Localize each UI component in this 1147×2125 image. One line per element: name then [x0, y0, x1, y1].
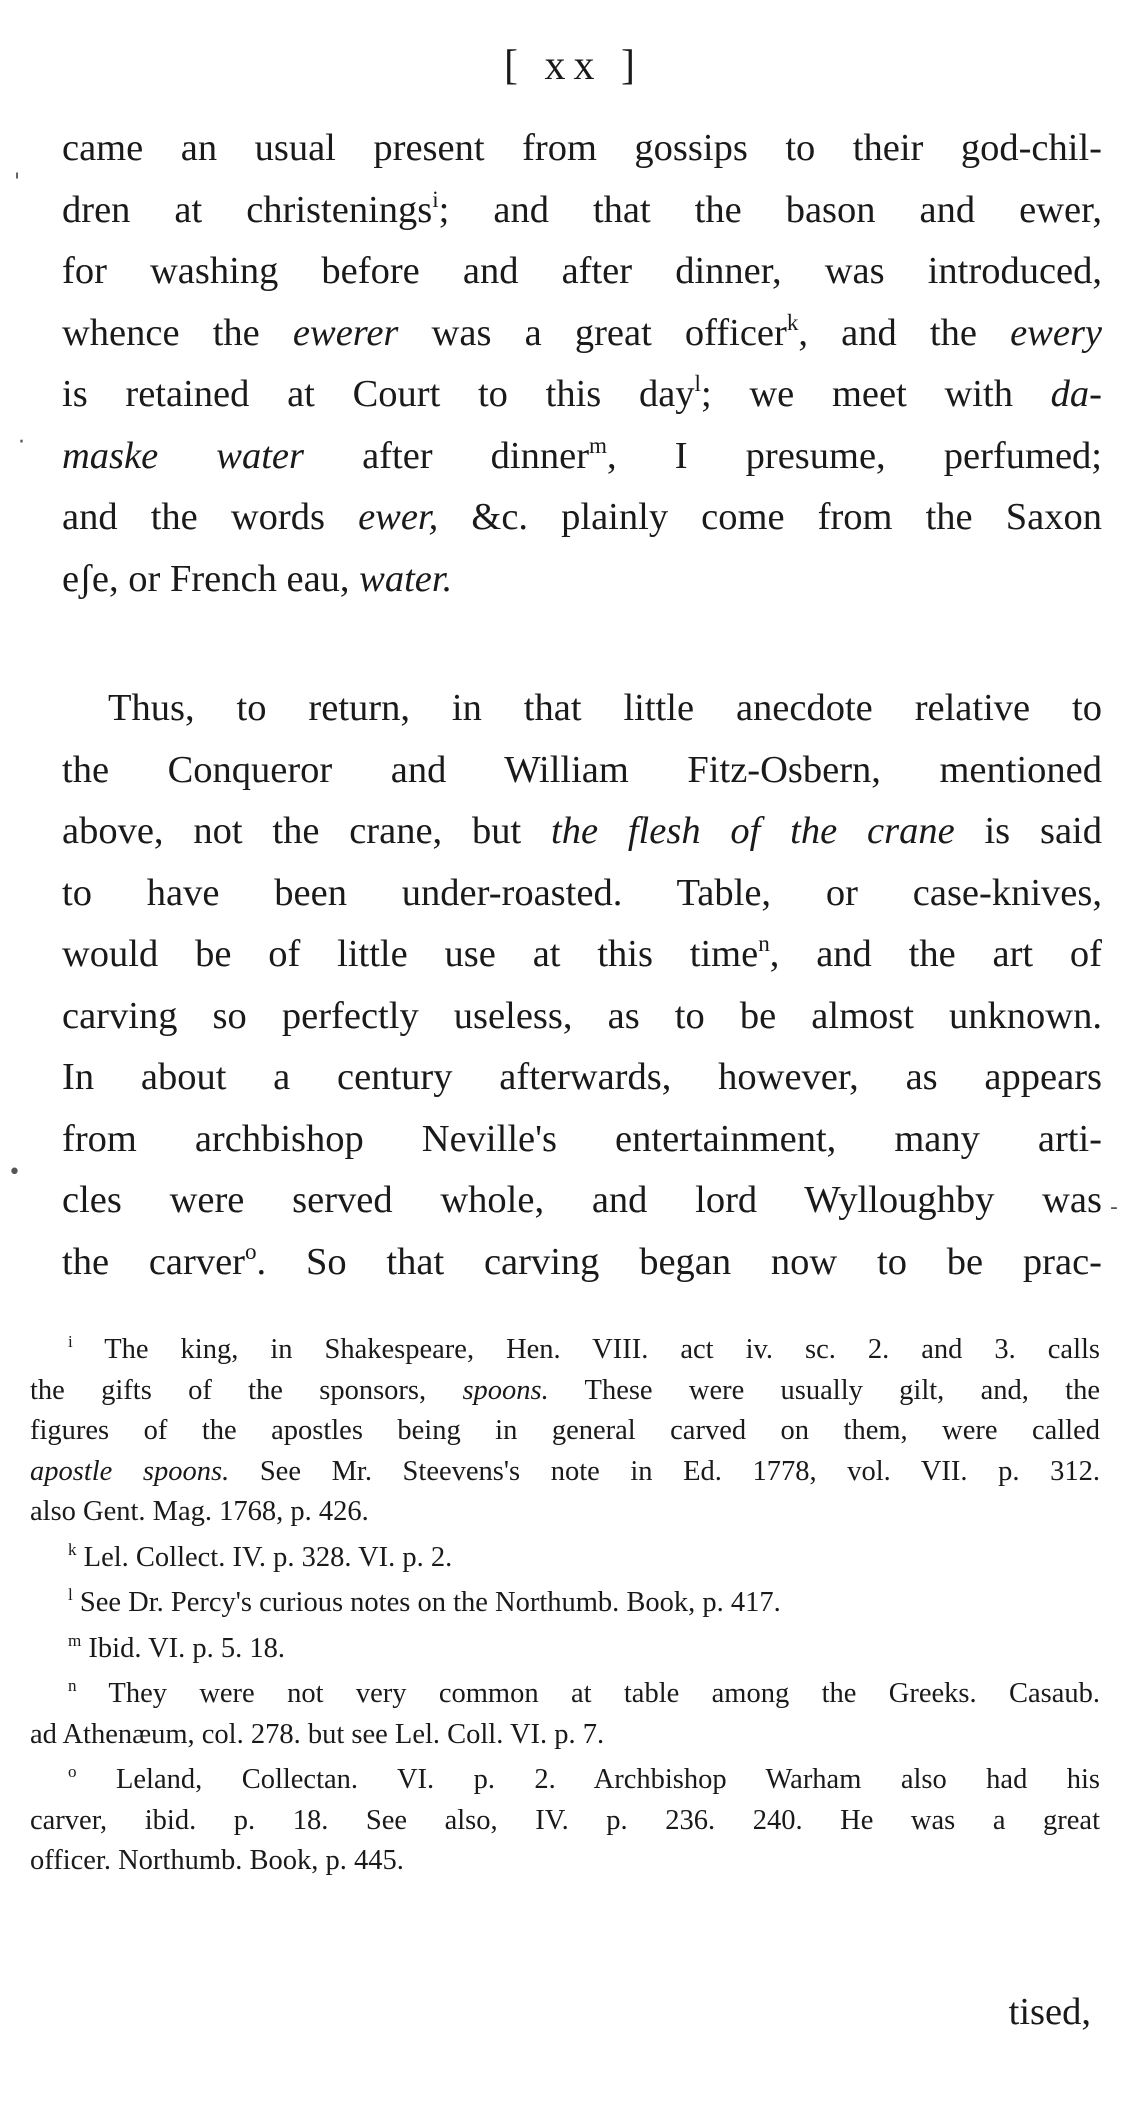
paragraph-1: [62, 118, 1102, 610]
footnote-mark: n: [758, 930, 770, 956]
text-line: and the words ewer, &c. plainly come from the Saxon: [62, 496, 1102, 538]
scan-speck: -: [1110, 1195, 1118, 1220]
footnote-mark: l: [68, 1584, 73, 1604]
text-line: In about a century afterwards, however, as appears: [62, 1056, 1102, 1098]
scan-speck: ·: [18, 430, 25, 455]
footnote-i: [30, 1330, 1100, 1533]
footnote-l: [30, 1583, 1100, 1624]
page-number-header: [ xx ]: [504, 43, 643, 89]
text-line: $^n$ They were not very common at table among the Greeks. Casaub.: [68, 1675, 1100, 1709]
italic-term: maske water: [62, 434, 304, 477]
text-line: above, not the crane, but the flesh of the crane is said: [62, 810, 1102, 852]
text-line: cles were served whole, and lord Wylloughby was: [62, 1179, 1102, 1221]
text-line: for washing before and after dinner, was introduced,: [62, 250, 1102, 292]
italic-phrase: the flesh of the crane: [551, 810, 955, 852]
text-line: came an usual present from gossips to their god-chil-: [62, 127, 1102, 169]
text-line: officer. Northumb. Book, p. 445.: [30, 1845, 404, 1876]
footnote-mark: n: [68, 1675, 77, 1695]
footnote-mark: k: [68, 1539, 77, 1559]
footnote-m: [30, 1629, 1100, 1670]
text-line: $^k$ Lel. Collect. IV. p. 328. VI. p. 2.: [68, 1539, 453, 1573]
footnote-mark: i: [432, 185, 439, 212]
italic-term: ewery: [1010, 311, 1103, 354]
text-line: figures of the apostles being in general carved on them, were called: [30, 1415, 1100, 1446]
paragraph-2: [62, 678, 1102, 1293]
text-line: apostle spoons. See Mr. Steevens's note in Ed. 1778, vol. VII. p. 312.: [30, 1455, 1100, 1487]
text-line: carving so perfectly useless, as to be almost unknown.: [62, 994, 1102, 1037]
footnote-mark: k: [786, 308, 799, 335]
footnote-mark: m: [589, 431, 608, 458]
text-line: $^o$ Leland, Collectan. VI. p. 2. Archbishop Warham also had his: [68, 1761, 1101, 1795]
text-line: from archbishop Neville's entertainment, many arti-: [62, 1117, 1102, 1160]
text-line: maske water after dinner$^m$, I presume, perfumed;: [62, 431, 1102, 477]
footnote-mark: o: [68, 1761, 77, 1781]
footnote-mark: i: [68, 1331, 73, 1351]
text-line: eʃe, or French eau, water.: [62, 557, 453, 600]
footnote-o: [30, 1760, 1100, 1882]
text-line: to have been under-roasted. Table, or case-knives,: [62, 871, 1102, 914]
scan-speck: ': [14, 170, 21, 195]
footnote-mark: m: [68, 1630, 82, 1650]
italic-term: da-: [1050, 373, 1102, 415]
text-line: ad Athenæum, col. 278. but see Lel. Coll. VI. p. 7.: [30, 1718, 605, 1750]
text-line: carver, ibid. p. 18. See also, IV. p. 236. 240. He was a great: [30, 1804, 1100, 1836]
text-line: the carver$^o$. So that carving began now to be prac-: [62, 1237, 1102, 1283]
text-line: $^l$ See Dr. Percy's curious notes on the Northumb. Book, p. 417.: [68, 1584, 781, 1618]
text-line: would be of little use at this time$^n$, and the art of: [62, 930, 1102, 975]
footnote-mark: o: [245, 1237, 257, 1264]
text-line: the Conqueror and William Fitz-Osbern, mentioned: [62, 748, 1102, 791]
footnotes: [30, 1330, 1100, 1887]
italic-term: water.: [359, 557, 453, 600]
text-line: also Gent. Mag. 1768, p. 426.: [30, 1496, 369, 1527]
catchword: tised,: [1008, 1991, 1091, 2033]
footnote-mark: l: [694, 370, 701, 396]
italic-term: ewerer: [292, 311, 399, 354]
text-line: $^m$ Ibid. VI. p. 5. 18.: [68, 1630, 286, 1664]
text-line: is retained at Court to this day$^l$; we meet with da-: [62, 370, 1102, 415]
text-line: Thus, to return, in that little anecdote relative to: [108, 687, 1102, 729]
text-line: dren at christenings$^i$; and that the bason and ewer,: [62, 185, 1103, 231]
text-line: whence the ewerer was a great officer$^k$, and the ewery: [62, 308, 1103, 354]
scan-speck: •: [8, 1160, 21, 1185]
footnote-n: [30, 1674, 1100, 1755]
italic-term: ewer,: [358, 496, 439, 538]
text-line: the gifts of the sponsors, spoons. These were usually gilt, and, the: [30, 1374, 1100, 1406]
text-line: $^i$ The king, in Shakespeare, Hen. VIII. act iv. sc. 2. and 3. calls: [68, 1331, 1100, 1365]
footnote-k: [30, 1538, 1100, 1579]
